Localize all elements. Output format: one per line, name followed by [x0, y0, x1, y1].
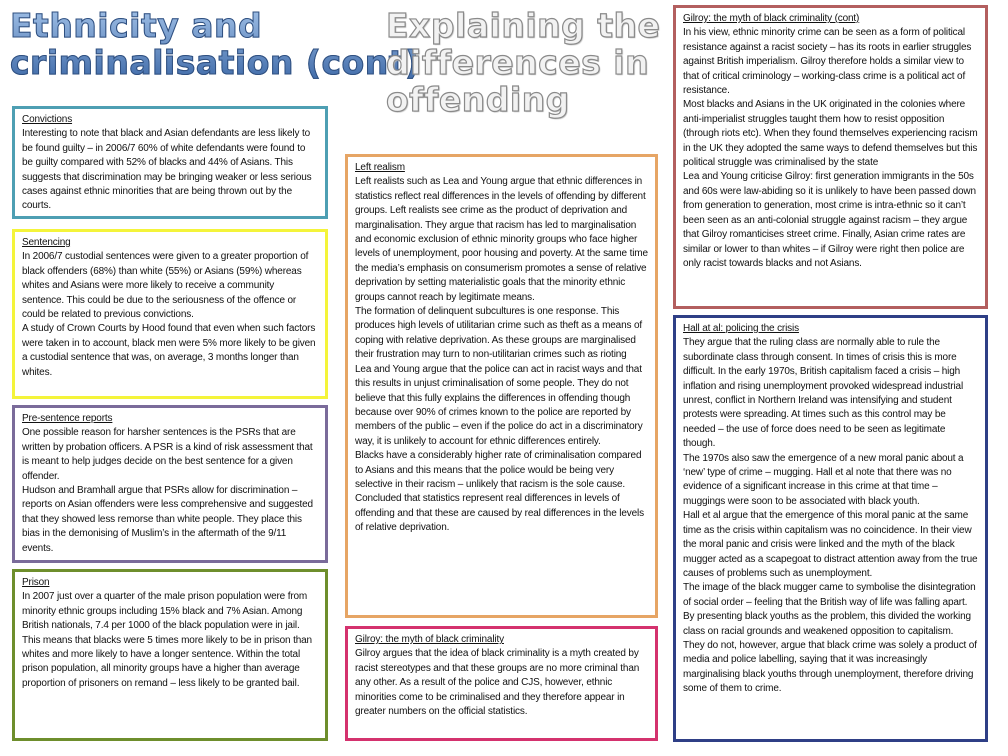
box-heading: Convictions [22, 114, 73, 125]
paragraph: Concluded that statistics represent real differences in levels of offending and that these are caused by real differences in the levels of relative deprivation. [355, 493, 644, 534]
gilroy-box [345, 626, 658, 741]
title-line: offending [386, 79, 570, 119]
paragraph: This means that blacks were 5 times more likely to be in prison than whites and more likely to have a longer sentence. Within the total prison population, all minority groups have a higher than average proportion of prisoners on remand – less likely to be granted bail. [22, 634, 312, 689]
poster-title-center [386, 8, 660, 119]
paragraph: Most blacks and Asians in the UK originated in the colonies where anti-imperialist struggles taught them how to resist opposition (through riots etc). When they found themselves experiencing racism in the UK they adopted the same ways to defend themselves but this political struggle was criminalised by the state [683, 99, 978, 169]
title-line: differences in [386, 42, 650, 82]
paragraph: Gilroy argues that the idea of black criminality is a myth created by racist stereotypes and that these groups are no more criminal than any other. As a result of the police and CJS, however, ethnic minorities come to be criminalised and they therefore appear in greater numbers on the official statistics. [355, 648, 640, 718]
sentencing-box [12, 229, 328, 399]
prison-box [12, 569, 328, 741]
left-realism-box [345, 154, 658, 618]
paragraph: In his view, ethnic minority crime can be seen as a form of political resistance against a racist society – has its roots in earlier struggles against British imperialism. Gilroy therefore holds a similar view to that of critical criminology – working-class crime is a political act of resistance. [683, 27, 972, 97]
paragraph: One possible reason for harsher sentences is the PSRs that are written by probation officers. A PSR is a kind of risk assessment that is meant to help judges decide on the best sentence for a given offender. [22, 427, 313, 482]
box-heading: Prison [22, 577, 50, 588]
paragraph: Blacks have a considerably higher rate of criminalisation compared to Asians and this means that the police would be being very selective in their racism – unlikely that racism is the sole cause. [355, 450, 642, 490]
paragraph: The image of the black mugger came to symbolise the disintegration of social order – feeling that the British way of life was falling apart. By presenting black youths as the problem, this divided the working class on racial grounds and weakened opposition to capitalism. [683, 582, 976, 637]
paragraph: The formation of delinquent subcultures is one response. This produces high levels of utilitarian crime such as theft as a means of coping with relative deprivation. As these groups are marginalised their frustration may turn to non-utilitarian crimes such as rioting [355, 306, 643, 361]
box-heading: Hall at al: policing the crisis [683, 323, 799, 334]
title-line: Ethnicity and [10, 6, 263, 45]
box-heading: Pre-sentence reports [22, 413, 113, 424]
box-heading: Gilroy: the myth of black criminality [355, 634, 504, 645]
paragraph: Hudson and Bramhall argue that PSRs allow for discrimination – reports on Asian offenders were less comprehensive and suggested that they showed less remorse than white people. They place this bias in the demonising of Muslim’s in the aftermath of the 9/11 events. [22, 485, 313, 554]
paragraph: Interesting to note that black and Asian defendants are less likely to be found guilty – in 2006/7 60% of white defendants were found to be guilty compared with 52% of blacks and 44% of Asians. This suggests that discrimination may be bringing weaker or less serious cases against ethnic minorities that are being thrown out by the courts. [22, 128, 312, 212]
title-line: Explaining the [386, 6, 661, 45]
box-heading: Sentencing [22, 237, 71, 248]
hall-policing-crisis-box [673, 315, 988, 742]
paragraph: In 2006/7 custodial sentences were given to a greater proportion of black offenders (68%) than white (55%) or Asians (59%) whereas whites and Asians were more likely to receive a community sentence. This could be due to the seriousness of the offence or could be related to previous convictions. [22, 251, 309, 321]
paragraph: Left realists such as Lea and Young argue that ethnic differences in statistics reflect real differences in the levels of offending by different groups. Left realists see crime as the product of deprivation and marginalisation. They argue that racism has led to marginalisation and economic exclusion of ethnic minority groups who face higher levels of unemployment, poor housing and poverty. At the same time the media’s emphasis on consumerism promotes a sense of relative deprivation by setting materialistic goals that the minority ethnic groups cannot reach by legitimate means. [355, 176, 648, 303]
paragraph: Lea and Young criticise Gilroy: first generation immigrants in the 50s and 60s were law-abiding so it is unlikely to have been passed down from generation to generation, most crime is intra-ethnic so it can’t been seen as an anti-colonial struggle against racism – they argue that Gilroy romanticises street crime. Finally, Asian crime rates are similar or lower to than whites – if Gilroy were right then police are only racist towards blacks and not Asians. [683, 171, 976, 269]
title-line: criminalisation (cont) [10, 42, 421, 82]
pre-sentence-reports-box [12, 405, 328, 563]
paragraph: Hall et al argue that the emergence of this moral panic at the same time as the crisis within capitalism was no coincidence. In their view the moral panic and crisis were linked and the myth of the black mugger acted as a scapegoat to distract attention away from the true causes of problems such as unemployment. [683, 510, 978, 579]
box-heading: Left realism [355, 162, 405, 173]
paragraph: In 2007 just over a quarter of the male prison population were from minority ethnic groups including 15% black and 7% Asian. Among British nationals, 7.4 per 1000 of the black population were in jail. [22, 591, 308, 632]
paragraph: They argue that the ruling class are normally able to rule the subordinate class through consent. In times of crisis this is more difficult. In the early 1970s, British capitalism faced a crisis – high inflation and rising unemployment provoked widespread industrial unrest, conflict in Northern Ireland was intensifying and student protests were spreading. At times such as this control may be needed – the use of force does need to be seen as legitimate though. [683, 337, 964, 450]
paragraph: Lea and Young argue that the police can act in racist ways and that this results in unjust criminalisation of some people. They do not believe that this fully explains the differences in offending though because over 90% of crimes known to the police are reported by members of the public – even if the police do act in a discriminatory way, it is unlikely to account for ethnic differences entirely. [355, 363, 643, 447]
paragraph: They do not, however, argue that black crime was solely a product of media and police labelling, saying that it was increasingly marginalising black youths through unemployment, therefore driving some of them to crime. [683, 639, 977, 695]
box-heading: Gilroy: the myth of black criminality (cont) [683, 13, 860, 24]
paragraph: A study of Crown Courts by Hood found that even when such factors were taken in to account, black men were 5% more likely to be given a custodial sentence that was, on average, 3 months longer than whites. [22, 323, 316, 378]
gilroy-cont-box [673, 5, 988, 309]
paragraph: The 1970s also saw the emergence of a new moral panic about a ‘new’ type of crime – mugging. Hall et al note that there was no evidence of a significant increase in this crime at that time – muggings were soon to be associated with black youth. [683, 452, 964, 507]
poster-title-left [10, 8, 421, 82]
convictions-box [12, 106, 328, 219]
